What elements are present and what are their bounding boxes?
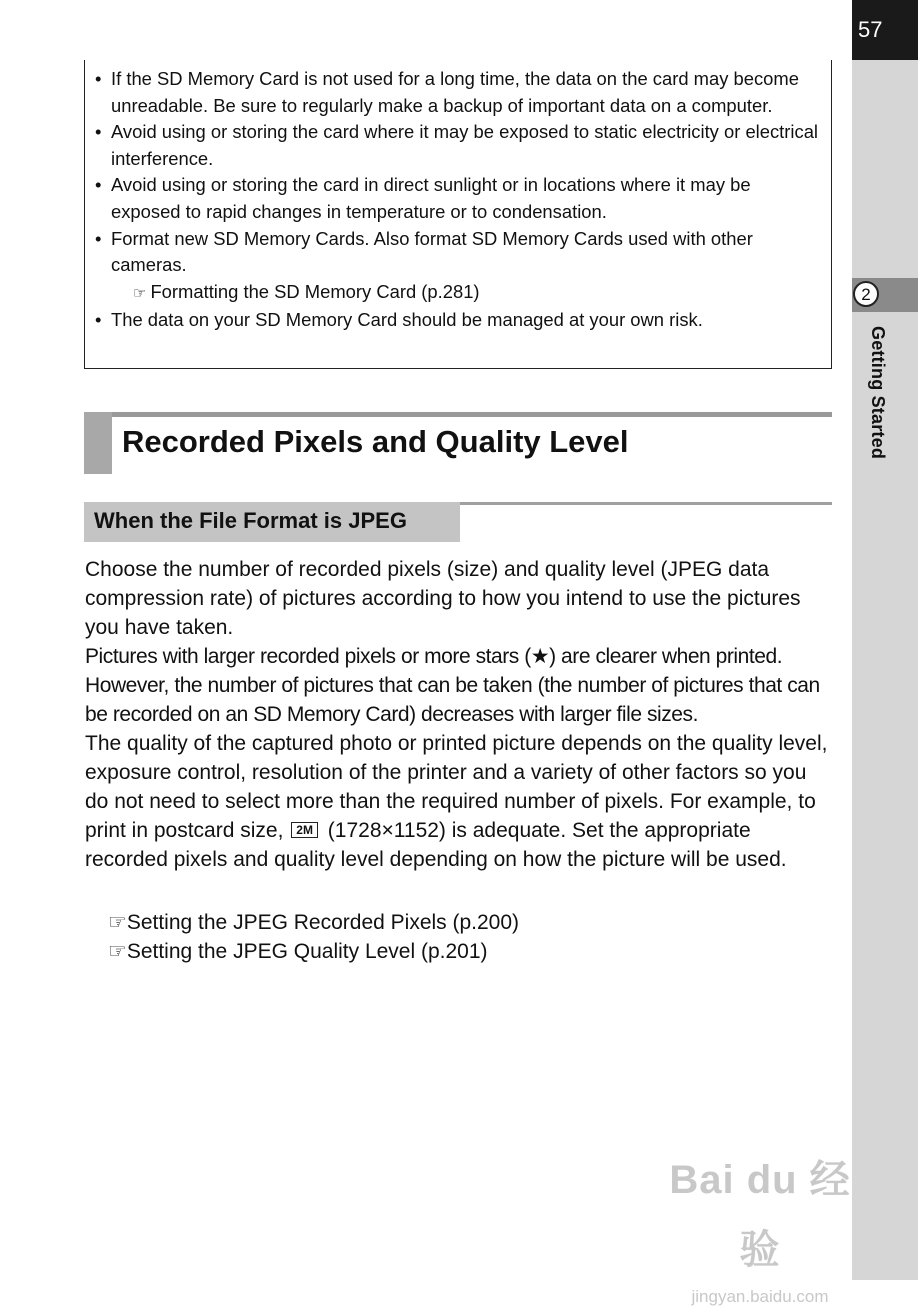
section-marker: [84, 412, 112, 474]
body-text: [85, 555, 833, 874]
bullet: •: [95, 174, 102, 196]
caution-reference[interactable]: ☞ Formatting the SD Memory Card (p.281): [133, 280, 480, 302]
bullet: •: [95, 121, 102, 143]
caution-item: • Avoid using or storing the card where it may be exposed to static electricity or electrical interference.: [95, 121, 819, 169]
caution-item: • If the SD Memory Card is not used for a long time, the data on the card may become unreadable. Be sure to regularly make a backup of important data on a computer.: [95, 68, 799, 116]
paragraph: Choose the number of recorded pixels (size) and quality level (JPEG data compression rate) of pictures according to how you intend to use the pictures you have taken.: [85, 558, 801, 639]
side-margin-strip: [852, 0, 918, 1280]
caution-item: • The data on your SD Memory Card should be managed at your own risk.: [95, 307, 821, 334]
references: [108, 908, 519, 966]
bullet: •: [95, 227, 102, 249]
bullet: •: [95, 309, 102, 331]
watermark-url: jingyan.baidu.com: [691, 1287, 829, 1306]
caution-item: • Format new SD Memory Cards. Also format SD Memory Cards used with other cameras.: [95, 227, 753, 276]
reference-icon: ☞: [108, 940, 127, 963]
baidu-watermark: [655, 1145, 865, 1306]
subsection-title: When the File Format is JPEG: [94, 508, 407, 533]
caution-item: • Avoid using or storing the card in direct sunlight or in locations where it may be exposed to rapid changes in temperature or to condensation.: [95, 174, 751, 222]
chapter-number: 2: [853, 281, 879, 307]
section-rule: [84, 412, 832, 417]
subsection-header: [84, 502, 460, 542]
section-title: Recorded Pixels and Quality Level: [122, 424, 629, 459]
bullet: •: [95, 68, 102, 89]
page-number: 57: [852, 0, 918, 60]
reference-link[interactable]: ☞Setting the JPEG Recorded Pixels (p.200): [108, 911, 520, 934]
reference-link[interactable]: ☞Setting the JPEG Quality Level (p.201): [108, 940, 488, 963]
caution-list: [95, 66, 821, 279]
section-header: [84, 412, 832, 474]
paragraph: The quality of the captured photo or printed picture depends on the quality level, exposure control, resolution of the printer and a variety of other factors so you do not need to select more than the required number of pixels. For example, to print in postcard size, 2M (1728×1152) is adequate. Set the appropriate recorded pixels and quality level depending on how the picture will be used.: [85, 732, 828, 871]
reference-icon: ☞: [133, 284, 147, 302]
paragraph: Pictures with larger recorded pixels or more stars (★) are clearer when printed. However, the number of pictures that can be taken (the number of pictures that can be recorded on an SD Memory Card) decreases with larger file sizes.: [85, 645, 820, 726]
size-2m-icon: 2M: [291, 822, 318, 838]
reference-icon: ☞: [108, 911, 127, 934]
caution-list-cont: [95, 307, 821, 334]
chapter-title: Getting Started: [868, 326, 888, 460]
watermark-logo: Bai du 经验: [669, 1158, 851, 1272]
caution-box: [84, 60, 832, 369]
